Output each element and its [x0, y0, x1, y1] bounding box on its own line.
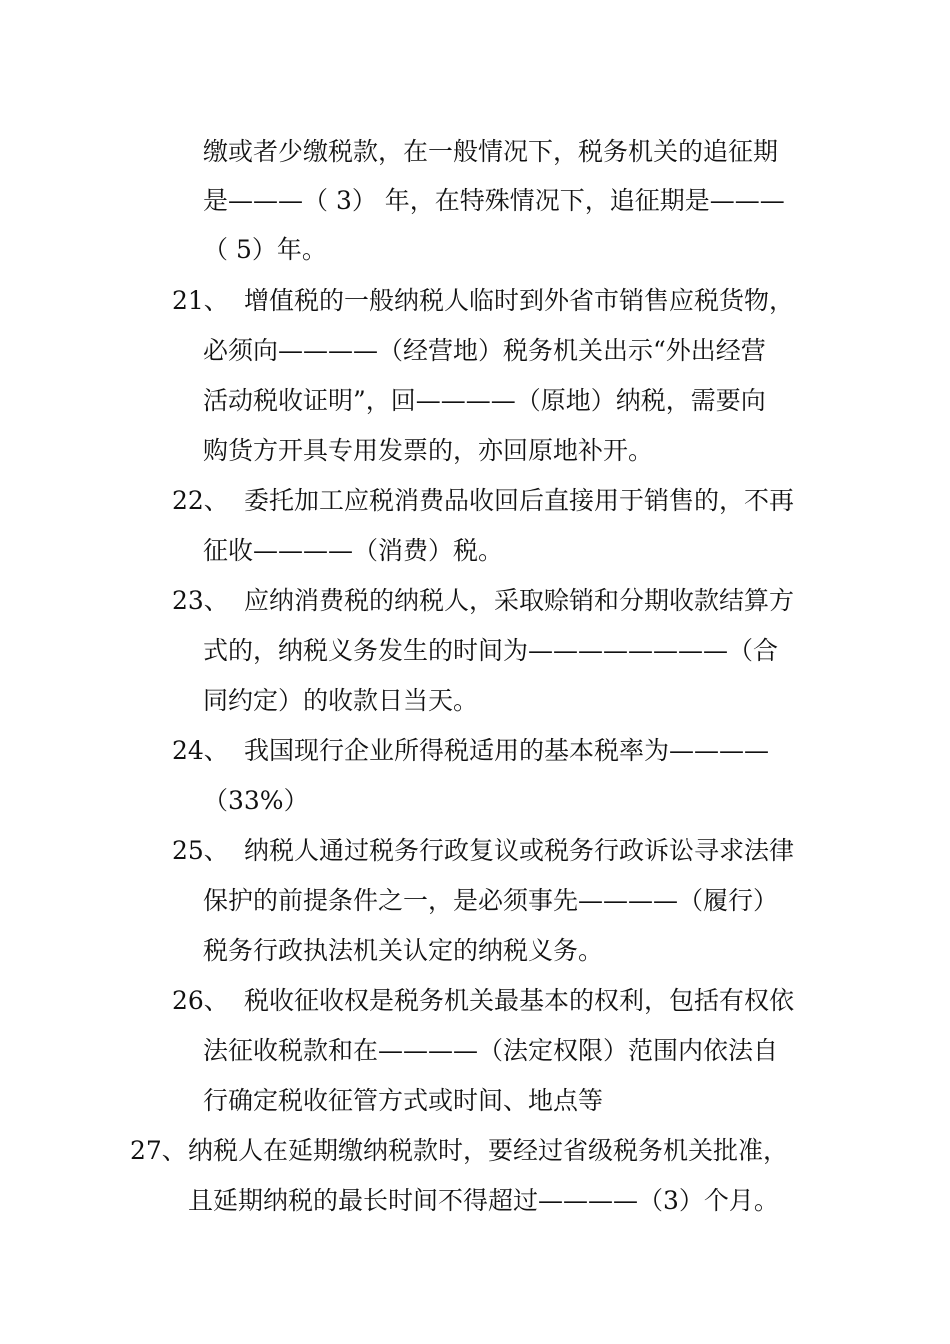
text-line: 税收征收权是税务机关最基本的权利，包括有权依 — [244, 986, 795, 1015]
text-line: 且延期纳税的最长时间不得超过————（3）个月。 — [188, 1186, 779, 1215]
text-line: 是———（ 3） 年，在特殊情况下，追征期是——— — [203, 186, 785, 215]
item-number-26: 26、 — [172, 986, 229, 1015]
text-line: （33%） — [203, 786, 309, 815]
item-number-22: 22、 — [172, 486, 229, 515]
text-line: 活动税收证明”，回————（原地）纳税，需要向 — [203, 386, 766, 415]
text-line: （ 5）年。 — [203, 235, 327, 264]
text-line: 委托加工应税消费品收回后直接用于销售的，不再 — [244, 486, 795, 515]
text-line: 增值税的一般纳税人临时到外省市销售应税货物， — [244, 286, 795, 315]
item-number-27: 27、 — [130, 1136, 187, 1165]
item-number-25: 25、 — [172, 836, 229, 865]
text-line: 征收————（消费）税。 — [203, 536, 504, 565]
text-line: 必须向————（经营地）税务机关出示“外出经营 — [203, 336, 766, 365]
item-number-23: 23、 — [172, 586, 229, 615]
text-line: 式的，纳税义务发生的时间为————————（合 — [203, 636, 779, 665]
text-line: 税务行政执法机关认定的纳税义务。 — [203, 936, 604, 965]
text-line: 购货方开具专用发票的，亦回原地补开。 — [203, 436, 654, 465]
text-line: 行确定税收征管方式或时间、地点等 — [203, 1086, 604, 1115]
text-line: 同约定）的收款日当天。 — [203, 686, 479, 715]
text-line: 应纳消费税的纳税人，采取赊销和分期收款结算方 — [244, 586, 795, 615]
text-line: 缴或者少缴税款，在一般情况下，税务机关的追征期 — [203, 137, 779, 166]
text-line: 保护的前提条件之一，是必须事先————（履行） — [203, 886, 779, 915]
text-line: 纳税人在延期缴纳税款时，要经过省级税务机关批准， — [188, 1136, 789, 1165]
item-number-24: 24、 — [172, 736, 229, 765]
item-number-21: 21、 — [172, 286, 229, 315]
text-line: 纳税人通过税务行政复议或税务行政诉讼寻求法律 — [244, 836, 795, 865]
text-line: 法征收税款和在————（法定权限）范围内依法自 — [203, 1036, 779, 1065]
text-line: 我国现行企业所得税适用的基本税率为———— — [244, 736, 770, 765]
